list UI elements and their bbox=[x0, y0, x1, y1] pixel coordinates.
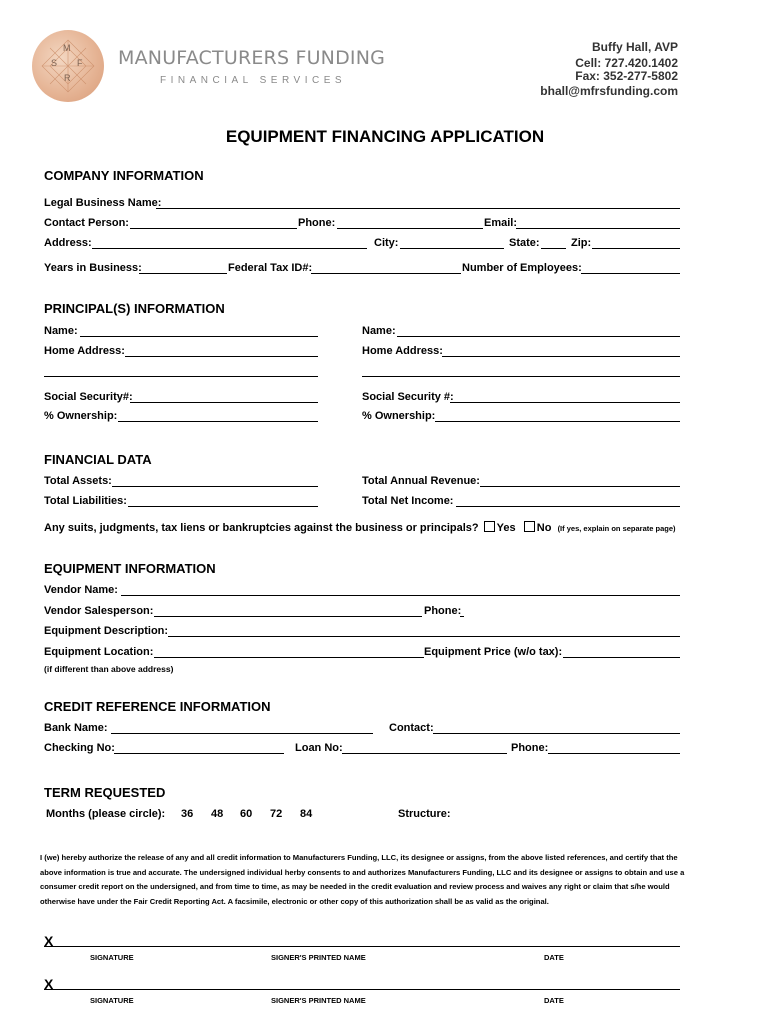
brand-tagline: FINANCIAL SERVICES bbox=[160, 75, 347, 86]
email-label: Email: bbox=[484, 217, 518, 229]
principal1-ssn-field[interactable] bbox=[130, 402, 318, 403]
section-heading-company: COMPANY INFORMATION bbox=[44, 168, 204, 183]
bank-name-field[interactable] bbox=[111, 733, 373, 734]
checking-no-field[interactable] bbox=[114, 753, 284, 754]
legal-business-name-field[interactable] bbox=[156, 208, 680, 209]
contact-person-field[interactable] bbox=[130, 228, 297, 229]
total-assets-field[interactable] bbox=[112, 486, 318, 487]
vendor-name-field[interactable] bbox=[121, 595, 680, 596]
city-label: City: bbox=[374, 237, 399, 249]
principal2-ownership-label: % Ownership: bbox=[362, 410, 436, 422]
principal2-name-label: Name: bbox=[362, 325, 396, 337]
legal-issues-note: (If yes, explain on separate page) bbox=[557, 524, 676, 533]
authorization-paragraph: I (we) hereby authorize the release of any and all credit information to Manufacturers Funding, LLC, its designee or assigns, from the above listed references, and certify that the above information is true and accurate. The undersigned individual herby consents to and authorizes Manufacturers Funding, LLC and its designee or assigns to obtain and use a consumer credit report on the undersigned, and from time to time, as may be needed in the credit evaluation and review process and waives any right or claim that s/he would otherwise have under the Fair Credit Reporting Act. A facsimile, electronic or other copy of this authorization shall be as valid as the original. bbox=[40, 853, 685, 907]
principal1-home-address-field[interactable] bbox=[125, 356, 318, 357]
phone-field[interactable] bbox=[337, 228, 483, 229]
equipment-location-label: Equipment Location: bbox=[44, 646, 154, 658]
city-field[interactable] bbox=[400, 248, 504, 249]
email-field[interactable] bbox=[516, 228, 680, 229]
state-label: State: bbox=[509, 237, 540, 249]
equipment-location-note: (if different than above address) bbox=[44, 664, 174, 674]
section-heading-financial: FINANCIAL DATA bbox=[44, 452, 152, 467]
equipment-description-label: Equipment Description: bbox=[44, 625, 169, 637]
term-option-48[interactable]: 48 bbox=[211, 808, 224, 820]
signature-x-mark-2: X bbox=[44, 976, 54, 992]
brand-name: MANUFACTURERS FUNDING bbox=[118, 47, 386, 69]
page-title: EQUIPMENT FINANCING APPLICATION bbox=[225, 127, 545, 146]
principal1-ssn-label: Social Security#: bbox=[44, 391, 133, 403]
section-heading-term: TERM REQUESTED bbox=[44, 785, 166, 800]
zip-label: Zip: bbox=[571, 237, 592, 249]
principal2-address-line2-field[interactable] bbox=[362, 376, 680, 377]
section-heading-principals: PRINCIPAL(S) INFORMATION bbox=[44, 301, 225, 316]
date-label-1: DATE bbox=[544, 953, 564, 962]
legal-issues-question bbox=[44, 521, 676, 534]
total-liabilities-field[interactable] bbox=[128, 506, 318, 507]
section-heading-credit: CREDIT REFERENCE INFORMATION bbox=[44, 699, 271, 714]
contact-cell: Cell: 727.420.1402 bbox=[575, 56, 678, 70]
vendor-salesperson-label: Vendor Salesperson: bbox=[44, 605, 154, 617]
principal1-address-line2-field[interactable] bbox=[44, 376, 318, 377]
number-of-employees-label: Number of Employees: bbox=[462, 262, 582, 274]
vendor-salesperson-field[interactable] bbox=[154, 616, 422, 617]
term-option-84[interactable]: 84 bbox=[300, 808, 313, 820]
signature-line-2[interactable] bbox=[44, 989, 680, 990]
bank-phone-label: Phone: bbox=[511, 742, 549, 754]
company-logo bbox=[32, 30, 104, 102]
months-label: Months (please circle): bbox=[46, 808, 166, 820]
federal-tax-id-field[interactable] bbox=[311, 273, 461, 274]
federal-tax-id-label: Federal Tax ID#: bbox=[228, 262, 313, 274]
logo-letter-f: F bbox=[77, 58, 83, 68]
bank-name-label: Bank Name: bbox=[44, 722, 108, 734]
address-field[interactable] bbox=[92, 248, 367, 249]
phone-label: Phone: bbox=[298, 217, 336, 229]
equipment-description-field[interactable] bbox=[168, 636, 680, 637]
legal-issues-question-text: Any suits, judgments, tax liens or bankruptcies against the business or principals? bbox=[44, 522, 479, 534]
signature-line-1[interactable] bbox=[44, 946, 680, 947]
principal1-name-field[interactable] bbox=[80, 336, 318, 337]
principal2-ownership-field[interactable] bbox=[435, 421, 680, 422]
years-in-business-label: Years in Business: bbox=[44, 262, 142, 274]
bank-contact-field[interactable] bbox=[433, 733, 680, 734]
contact-name: Buffy Hall, AVP bbox=[591, 40, 678, 54]
printed-name-label-1: SIGNER'S PRINTED NAME bbox=[271, 953, 366, 962]
contact-person-label: Contact Person: bbox=[44, 217, 129, 229]
address-label: Address: bbox=[44, 237, 92, 249]
no-label: No bbox=[536, 522, 552, 534]
signature-label-1: SIGNATURE bbox=[90, 953, 134, 962]
logo-letter-m: M bbox=[63, 43, 71, 53]
printed-name-label-2: SIGNER'S PRINTED NAME bbox=[271, 996, 366, 1005]
yes-label: Yes bbox=[496, 522, 516, 534]
checking-no-label: Checking No: bbox=[44, 742, 115, 754]
vendor-name-label: Vendor Name: bbox=[44, 584, 118, 596]
date-label-2: DATE bbox=[544, 996, 564, 1005]
principal2-ssn-label: Social Security #: bbox=[362, 391, 454, 403]
equipment-location-field[interactable] bbox=[154, 657, 424, 658]
logo-mark-icon bbox=[32, 30, 104, 102]
legal-business-name-label: Legal Business Name: bbox=[44, 197, 162, 209]
total-net-income-field[interactable] bbox=[456, 506, 680, 507]
contact-fax: Fax: 352-277-5802 bbox=[575, 69, 678, 83]
section-heading-equipment: EQUIPMENT INFORMATION bbox=[44, 561, 216, 576]
term-option-36[interactable]: 36 bbox=[181, 808, 194, 820]
principal2-name-field[interactable] bbox=[397, 336, 680, 337]
term-option-72[interactable]: 72 bbox=[270, 808, 283, 820]
loan-no-label: Loan No: bbox=[295, 742, 343, 754]
total-net-income-label: Total Net Income: bbox=[362, 495, 454, 507]
principal1-home-address-label: Home Address: bbox=[44, 345, 125, 357]
no-checkbox[interactable] bbox=[524, 521, 535, 532]
total-assets-label: Total Assets: bbox=[44, 475, 112, 487]
principal1-ownership-field[interactable] bbox=[118, 421, 318, 422]
principal2-ssn-field[interactable] bbox=[450, 402, 680, 403]
vendor-phone-label: Phone: bbox=[424, 605, 462, 617]
signature-label-2: SIGNATURE bbox=[90, 996, 134, 1005]
zip-field[interactable] bbox=[592, 248, 680, 249]
number-of-employees-field[interactable] bbox=[581, 273, 680, 274]
principal2-home-address-field[interactable] bbox=[442, 356, 680, 357]
yes-checkbox[interactable] bbox=[484, 521, 495, 532]
years-in-business-field[interactable] bbox=[139, 273, 227, 274]
equipment-price-field[interactable] bbox=[563, 657, 680, 658]
principal1-name-label: Name: bbox=[44, 325, 78, 337]
contact-email[interactable]: bhall@mfrsfunding.com bbox=[540, 84, 678, 98]
bank-contact-label: Contact: bbox=[389, 722, 434, 734]
term-option-60[interactable]: 60 bbox=[240, 808, 253, 820]
total-liabilities-label: Total Liabilities: bbox=[44, 495, 127, 507]
state-field[interactable] bbox=[541, 248, 566, 249]
signature-x-mark-1: X bbox=[44, 933, 54, 949]
total-annual-revenue-field[interactable] bbox=[480, 486, 680, 487]
logo-letter-s: S bbox=[51, 58, 58, 68]
logo-letter-r: R bbox=[64, 73, 71, 83]
vendor-phone-field[interactable] bbox=[460, 616, 464, 617]
bank-phone-field[interactable] bbox=[548, 753, 680, 754]
principal2-home-address-label: Home Address: bbox=[362, 345, 443, 357]
principal1-ownership-label: % Ownership: bbox=[44, 410, 118, 422]
total-annual-revenue-label: Total Annual Revenue: bbox=[362, 475, 480, 487]
loan-no-field[interactable] bbox=[342, 753, 507, 754]
equipment-price-label: Equipment Price (w/o tax): bbox=[424, 646, 563, 658]
structure-label: Structure: bbox=[398, 808, 451, 820]
